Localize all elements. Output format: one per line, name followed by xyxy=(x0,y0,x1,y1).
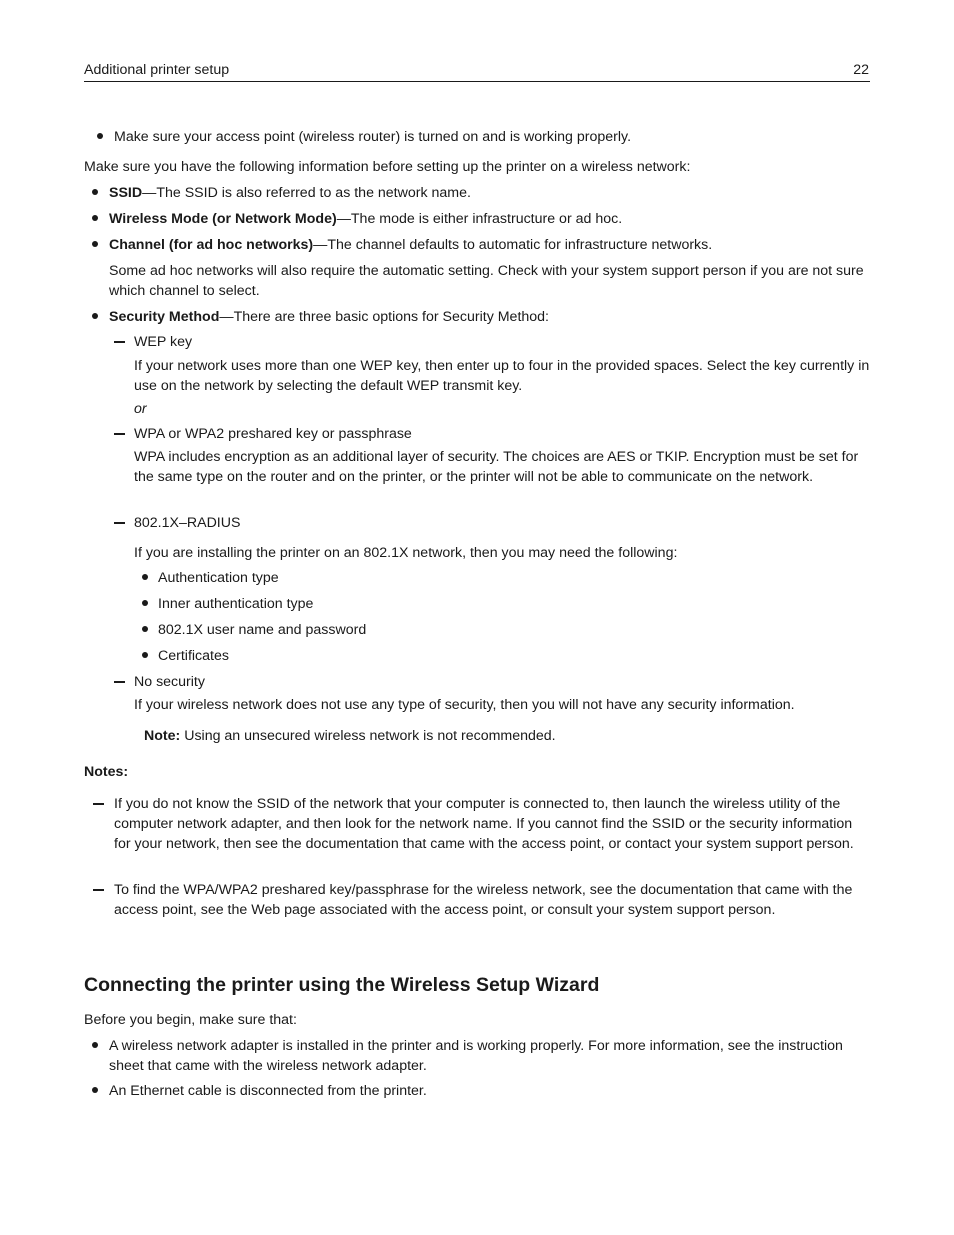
list-item-wireless-mode: Wireless Mode (or Network Mode)—The mode is either infrastructure or ad hoc. xyxy=(109,211,623,227)
header-rule xyxy=(84,81,870,82)
info-intro: Make sure you have the following information before setting up the printer on a wireless network: xyxy=(84,159,691,175)
option-radius-label: 802.1X–RADIUS xyxy=(134,515,241,531)
bullet-icon xyxy=(92,241,98,247)
radius-item: Certificates xyxy=(158,648,229,664)
option-radius-desc: If you are installing the printer on an 802.1X network, then you may need the following: xyxy=(134,545,678,561)
notes-title: Notes: xyxy=(84,764,129,780)
note-item: To find the WPA/WPA2 preshared key/passphrase for the wireless network, see the documentation that came with the access point, see the Web page associated with the access point, or consult your system support person. xyxy=(114,882,853,918)
radius-item: Authentication type xyxy=(158,570,279,586)
intro-bullet-text: Make sure your access point (wireless router) is turned on and is working properly. xyxy=(114,129,632,145)
dash-icon xyxy=(114,433,125,435)
dash-icon xyxy=(114,681,125,683)
list-item-channel: Channel (for ad hoc networks)—The channel defaults to automatic for infrastructure networks. xyxy=(109,237,713,253)
radius-item: Inner authentication type xyxy=(158,596,314,612)
running-header: Additional printer setup xyxy=(84,62,230,78)
bullet-icon xyxy=(97,133,103,139)
dash-icon xyxy=(93,889,104,891)
section-item: An Ethernet cable is disconnected from the printer. xyxy=(109,1083,427,1099)
channel-note: Some ad hoc networks will also require the automatic setting. Check with your system support person if you are not sure which channel to select. xyxy=(109,263,864,299)
page-number: 22 xyxy=(853,62,869,78)
option-wep-desc: If your network uses more than one WEP key, then enter up to four in the provided spaces. Select the key currently in use on the network by selecting the default WEP transmit key. xyxy=(134,358,870,394)
option-wpa-label: WPA or WPA2 preshared key or passphrase xyxy=(134,426,412,442)
option-wpa-desc: WPA includes encryption as an additional layer of security. The choices are AES or TKIP. Encryption must be set for the same type on the router and on the printer, or the printer will not be able to communicate on the network. xyxy=(134,449,859,485)
list-item-security-method: Security Method—There are three basic options for Security Method: xyxy=(109,309,549,325)
section-item: A wireless network adapter is installed in the printer and is working properly. For more information, see the instruction sheet that came with the wireless network adapter. xyxy=(109,1038,843,1074)
option-wep-label: WEP key xyxy=(134,334,193,350)
unsecured-note: Note: Using an unsecured wireless network is not recommended. xyxy=(144,728,556,744)
option-or: or xyxy=(134,401,147,417)
option-none-label: No security xyxy=(134,674,205,690)
option-none-desc: If your wireless network does not use any type of security, then you will not have any security information. xyxy=(134,697,795,713)
bullet-icon xyxy=(142,626,148,632)
bullet-icon xyxy=(92,189,98,195)
bullet-icon xyxy=(142,574,148,580)
dash-icon xyxy=(93,803,104,805)
bullet-icon xyxy=(92,313,98,319)
bullet-icon xyxy=(92,1087,98,1093)
list-item-ssid: SSID—The SSID is also referred to as the network name. xyxy=(109,185,471,201)
dash-icon xyxy=(114,522,125,524)
bullet-icon xyxy=(92,215,98,221)
section-heading: Connecting the printer using the Wireless Setup Wizard xyxy=(84,974,600,996)
bullet-icon xyxy=(92,1042,98,1048)
radius-item: 802.1X user name and password xyxy=(158,622,367,638)
bullet-icon xyxy=(142,652,148,658)
bullet-icon xyxy=(142,600,148,606)
section-intro: Before you begin, make sure that: xyxy=(84,1012,297,1028)
dash-icon xyxy=(114,341,125,343)
note-item: If you do not know the SSID of the network that your computer is connected to, then launch the wireless utility of the computer network adapter, and then look for the network name. If you cannot find the SSID or the security information for your network, then see the documentation that came with the access point, or contact your system support person. xyxy=(114,796,854,852)
